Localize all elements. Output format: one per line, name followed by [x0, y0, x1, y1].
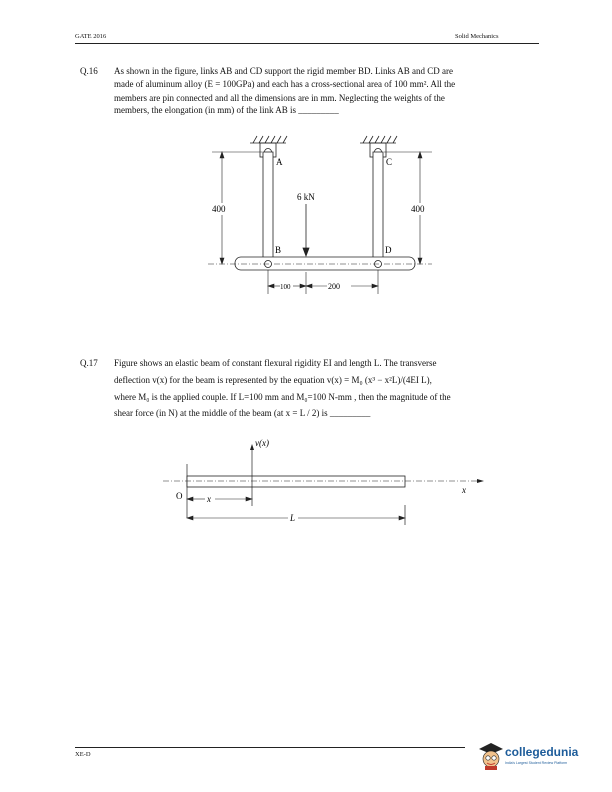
load-label: 6 kN	[297, 192, 315, 202]
vx-arrowhead	[250, 444, 254, 450]
x-axis-label: x	[462, 485, 466, 495]
height-left-label: 400	[212, 204, 226, 214]
footer-rule	[75, 747, 465, 748]
q16-number: Q.16	[80, 66, 98, 76]
dim-100-label: 100	[280, 283, 291, 291]
label-d: D	[385, 245, 392, 255]
header-subject: Solid Mechanics	[455, 33, 499, 40]
beam	[187, 476, 405, 487]
height-right-label: 400	[411, 204, 425, 214]
label-a: A	[276, 157, 283, 167]
x-dim-label: x	[207, 494, 211, 504]
vx-label: v(x)	[255, 438, 269, 448]
q17-line: deflection v(x) for the beam is represented by the equation v(x) = M₀ (x³ − x²L)/(4EI L),	[114, 375, 432, 385]
x-axis-arrow	[477, 479, 484, 483]
label-b: B	[275, 245, 282, 255]
header-exam: GATE 2016	[75, 33, 107, 40]
collegedunia-logo	[478, 741, 504, 771]
x-dimension	[187, 497, 252, 501]
dim-200-label: 200	[328, 282, 340, 291]
brand-name: collegedunia	[505, 745, 579, 759]
q17-line: shear force (in N) at the middle of the beam (at x = L / 2) is _________	[114, 408, 371, 418]
q16-line: As shown in the figure, links AB and CD support the rigid member BD. Links AB and CD are	[114, 66, 453, 76]
footer-code: XE-D	[75, 751, 91, 758]
q16-line: made of aluminum alloy (E = 100GPa) and each has a cross-sectional area of 100 mm². All the	[114, 79, 456, 89]
label-c: C	[386, 157, 393, 167]
q17-line: Figure shows an elastic beam of constant flexural rigidity EI and length L. The transverse	[114, 358, 437, 368]
brand-tagline: India's Largest Student Review Platform	[505, 761, 568, 765]
l-dim-label: L	[290, 513, 296, 523]
q16-line: members, the elongation (in mm) of the link AB is _________	[114, 105, 339, 115]
q17-line: where M₀ is the applied couple. If L=100 mm and M₀=100 N-mm , then the magnitude of the	[114, 392, 451, 402]
q16-line: members are pin connected and all the dimensions are in mm. Neglecting the weights of the	[114, 93, 445, 103]
l-dimension	[187, 516, 405, 520]
origin-label: O	[176, 491, 183, 501]
q17-number: Q.17	[80, 358, 98, 368]
